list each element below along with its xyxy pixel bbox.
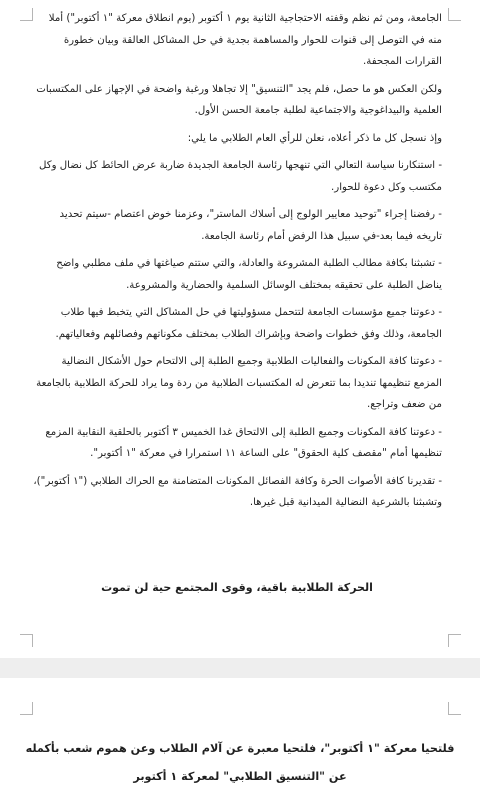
paragraph-intro-continuation: الجامعة، ومن ثم نظم وقفته الاحتجاجية الثانية يوم ١ أكتوبر (يوم انطلاق معركة "١ أكتوبر") أملا منه في التوصل إلى قنوات للحوار والمساهمة بجدية في حل المشاكل العالقة وبيان خطورة القرارات المجحفة. [48, 13, 442, 67]
list-item-call-thursday: - دعوتنا كافة المكونات وجميع الطلبة إلى الالتحاق غدا الخميس ٣ أكتوبر بالحلقية النقابية المزمع تنظيمها أمام "مقصف كلية الحقوق" على الساعة ١١ استمرارا في معركة "١ أكتوبر". [45, 426, 442, 459]
paragraph-announcement: وإذ نسجل كل ما ذكر أعلاه، نعلن للرأي العام الطلابي ما يلي: [187, 132, 442, 144]
crop-mark-top-right [448, 702, 461, 715]
list-item-appreciation: - تقديرنا كافة الأصوات الحرة وكافة الفصائل المكونات المتضامنة مع الحراك الطلابي ("١ أكتوبر")، وتشبثنا بالشرعية النضالية الميدانية قبل غيرها. [33, 475, 442, 508]
crop-mark-top-left [20, 702, 33, 715]
signature-line: عن "التنسيق الطلابي" لمعركة ١ أكتوبر [133, 770, 347, 783]
crop-mark-bottom-left [20, 634, 33, 647]
document-body [32, 8, 442, 520]
crop-mark-top-right [448, 8, 461, 21]
list-item-condemnation: - استنكارنا سياسة التعالي التي تنهجها رئاسة الجامعة الجديدة ضاربة عرض الحائط كل نضال وكل مكتسب وكل دعوة للحوار. [39, 160, 442, 193]
list-item-call-institutions: - دعوتنا جميع مؤسسات الجامعة لتتحمل مسؤوليتها في حل المشاكل التي يتخبط فيها طلاب الجامعة، وذلك وفق خطوات واضحة وبإشراك الطلاب بمختلف مكوناتهم وفصائلهم وفعالياتهم. [55, 307, 442, 340]
closing-line: فلتحيا معركة "١ أكتوبر"، فلتحيا معبرة عن آلام الطلاب وعن هموم شعب بأكمله [25, 742, 455, 755]
list-item-call-components: - دعوتنا كافة المكونات والفعاليات الطلابية وجميع الطلبة إلى الالتحام حول الأشكال النضالية المزمع تنظيمها تنديدا بما تتعرض له المكتسبات الطلابية من ردة وما يراد للحركة الطلابية بالجامعة من ضعف وتراجع. [36, 356, 442, 410]
slogan-line: الحركة الطلابية باقية، وقوى المجتمع حية لن تموت [101, 581, 373, 594]
paragraph-opposite-happened: ولكن العكس هو ما حصل، فلم يجد "التنسيق" إلا تجاهلا ورغبة واضحة في الإجهاز على المكتسبات العلمية والبيداغوجية والاجتماعية لطلبة جامعة الحسن الأول. [36, 83, 442, 116]
crop-mark-bottom-right [448, 634, 461, 647]
list-item-demands: - تشبثنا بكافة مطالب الطلبة المشروعة والعادلة، والتي ستتم صياغتها في ملف مطلبي واضح يناضل الطلبة على تحقيقه بمختلف الوسائل السلمية والحضارية والمشروعة. [56, 258, 442, 291]
document-page-2 [0, 678, 480, 800]
list-item-rejection: - رفضنا إجراء "توحيد معايير الولوج إلى أسلاك الماستر"، وعزمنا خوض اعتصام -سيتم تحديد تاريخه فيما بعد-في سبيل هذا الرفض أمام رئاسة الجامعة. [59, 209, 442, 242]
